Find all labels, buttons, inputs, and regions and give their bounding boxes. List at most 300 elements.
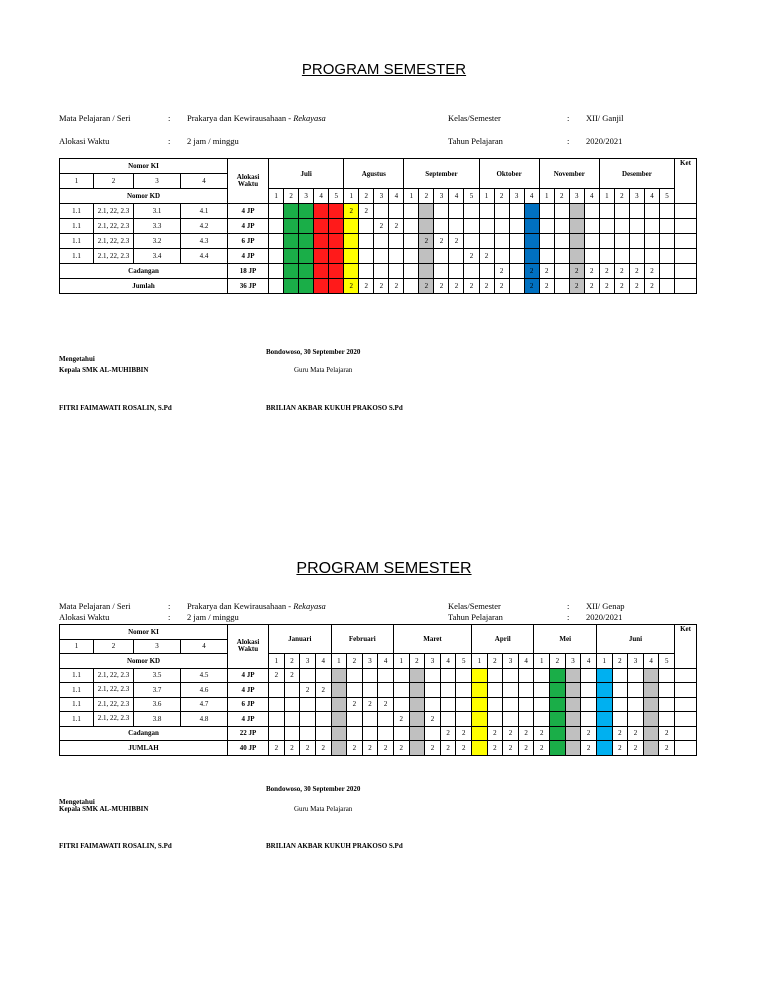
- ket-cell: [675, 726, 697, 741]
- ki3-cell: 3.6: [134, 697, 181, 712]
- teacher-title: Guru Mata Pelajaran: [294, 805, 353, 813]
- week-cell: 2: [393, 741, 409, 756]
- month-header: Maret: [393, 625, 471, 654]
- week-cell: [425, 726, 441, 741]
- week-cell: [284, 204, 299, 219]
- ki-col-header: 1: [60, 639, 94, 654]
- week-number: 4: [440, 654, 456, 669]
- jumlah-label: JUMLAH: [60, 741, 228, 756]
- ki-header: Nomor KI: [60, 159, 228, 174]
- week-cell: [347, 726, 363, 741]
- week-number: 4: [314, 189, 329, 204]
- week-cell: [378, 726, 394, 741]
- week-cell: [359, 234, 374, 249]
- week-cell: [596, 668, 612, 683]
- week-number: 5: [456, 654, 472, 669]
- ki4-cell: 4.2: [181, 219, 228, 234]
- week-cell: [284, 712, 300, 727]
- week-number: 2: [347, 654, 363, 669]
- week-cell: [524, 249, 539, 264]
- week-number: 2: [284, 189, 299, 204]
- week-cell: 2: [479, 279, 494, 294]
- week-cell: [284, 683, 300, 698]
- week-cell: 2: [494, 279, 509, 294]
- week-cell: [331, 697, 347, 712]
- week-cell: 2: [449, 234, 464, 249]
- jumlah-alokasi: 36 JP: [228, 279, 269, 294]
- ki1-cell: 1.1: [60, 234, 94, 249]
- week-cell: 2: [584, 279, 599, 294]
- week-cell: [389, 204, 404, 219]
- week-cell: [449, 204, 464, 219]
- week-cell: 2: [569, 264, 584, 279]
- week-cell: [584, 249, 599, 264]
- week-cell: 2: [378, 697, 394, 712]
- head-name: FITRI FAIMAWATI ROSALIN, S.Pd: [59, 842, 172, 850]
- week-number: 2: [612, 654, 628, 669]
- week-cell: [659, 279, 674, 294]
- week-cell: [269, 249, 284, 264]
- week-cell: [374, 249, 389, 264]
- week-cell: [644, 204, 659, 219]
- week-cell: [329, 264, 344, 279]
- week-cell: [644, 219, 659, 234]
- week-number: 3: [629, 189, 644, 204]
- week-cell: [494, 219, 509, 234]
- week-cell: [269, 234, 284, 249]
- week-cell: [479, 234, 494, 249]
- week-cell: [419, 219, 434, 234]
- week-cell: [518, 668, 534, 683]
- week-number: 3: [503, 654, 519, 669]
- week-cell: 2: [440, 741, 456, 756]
- week-cell: 2: [374, 219, 389, 234]
- week-cell: 2: [434, 234, 449, 249]
- week-cell: [581, 683, 597, 698]
- week-cell: [494, 234, 509, 249]
- ket-cell: [675, 279, 697, 294]
- week-cell: [409, 712, 425, 727]
- week-cell: 2: [464, 279, 479, 294]
- week-cell: [344, 264, 359, 279]
- week-cell: 2: [419, 279, 434, 294]
- ki-col-header: 2: [94, 639, 134, 654]
- week-cell: [409, 668, 425, 683]
- week-number: 4: [644, 189, 659, 204]
- week-cell: 2: [584, 264, 599, 279]
- week-cell: [539, 219, 554, 234]
- week-cell: [299, 264, 314, 279]
- week-cell: 2: [456, 741, 472, 756]
- week-cell: [550, 741, 566, 756]
- week-cell: 2: [425, 741, 441, 756]
- week-cell: [599, 249, 614, 264]
- week-cell: [629, 249, 644, 264]
- week-cell: 2: [539, 279, 554, 294]
- ket-cell: [675, 741, 697, 756]
- week-cell: 2: [344, 279, 359, 294]
- week-cell: [569, 234, 584, 249]
- ki4-cell: 4.3: [181, 234, 228, 249]
- week-number: 1: [331, 654, 347, 669]
- week-cell: [509, 204, 524, 219]
- week-cell: 2: [389, 279, 404, 294]
- ki3-cell: 3.4: [134, 249, 181, 264]
- week-cell: [393, 726, 409, 741]
- week-cell: [643, 741, 659, 756]
- week-cell: [629, 234, 644, 249]
- week-cell: [404, 219, 419, 234]
- week-cell: [404, 249, 419, 264]
- ki-header: Nomor KI: [60, 625, 228, 640]
- week-cell: [472, 741, 488, 756]
- week-cell: [374, 234, 389, 249]
- known-label: Mengetahui: [59, 798, 95, 806]
- week-cell: 2: [300, 741, 316, 756]
- week-number: 2: [554, 189, 569, 204]
- week-cell: [487, 712, 503, 727]
- week-number: 2: [409, 654, 425, 669]
- ki3-cell: 3.7: [134, 683, 181, 698]
- week-cell: 2: [359, 204, 374, 219]
- week-cell: 2: [494, 264, 509, 279]
- ket-cell: [675, 668, 697, 683]
- ki3-cell: 3.8: [134, 712, 181, 727]
- week-cell: [315, 712, 331, 727]
- class-label: Kelas/Semester: [448, 601, 501, 611]
- week-cell: [269, 264, 284, 279]
- week-cell: [464, 219, 479, 234]
- week-cell: 2: [518, 726, 534, 741]
- week-cell: [643, 726, 659, 741]
- week-cell: [359, 249, 374, 264]
- week-number: 3: [299, 189, 314, 204]
- week-cell: [584, 204, 599, 219]
- time-value: 2 jam / minggu: [187, 612, 239, 622]
- ki1-cell: 1.1: [60, 219, 94, 234]
- week-cell: [550, 726, 566, 741]
- schedule-table: [59, 624, 697, 756]
- week-number: 1: [404, 189, 419, 204]
- week-number: 4: [315, 654, 331, 669]
- week-cell: [659, 697, 675, 712]
- week-cell: [269, 219, 284, 234]
- cadangan-label: Cadangan: [60, 264, 228, 279]
- week-cell: [524, 204, 539, 219]
- week-cell: [299, 204, 314, 219]
- week-cell: [393, 668, 409, 683]
- week-cell: 2: [581, 741, 597, 756]
- week-cell: [596, 741, 612, 756]
- week-cell: [479, 204, 494, 219]
- alokasi-cell: 4 JP: [228, 249, 269, 264]
- week-cell: [479, 219, 494, 234]
- week-cell: 2: [425, 712, 441, 727]
- week-cell: [315, 697, 331, 712]
- week-cell: [404, 264, 419, 279]
- alokasi-cell: 4 JP: [228, 204, 269, 219]
- week-cell: [534, 683, 550, 698]
- week-cell: [300, 668, 316, 683]
- colon: :: [168, 136, 171, 146]
- month-header: Februari: [331, 625, 393, 654]
- ki-col-header: 4: [181, 174, 228, 189]
- week-cell: [440, 697, 456, 712]
- week-number: 4: [581, 654, 597, 669]
- week-cell: 2: [269, 668, 285, 683]
- week-cell: 2: [362, 697, 378, 712]
- class-value: XII/ Genap: [586, 601, 625, 611]
- ki2-cell: 2.1, 22, 2.3: [94, 712, 134, 727]
- week-cell: [299, 219, 314, 234]
- week-cell: [393, 697, 409, 712]
- week-cell: [269, 697, 285, 712]
- ki1-cell: 1.1: [60, 683, 94, 698]
- week-number: 1: [269, 654, 285, 669]
- subject-value: Prakarya dan Kewirausahaan - Rekayasa: [187, 113, 326, 123]
- week-cell: [378, 683, 394, 698]
- ki3-cell: 3.3: [134, 219, 181, 234]
- week-cell: 2: [362, 741, 378, 756]
- time-value: 2 jam / minggu: [187, 136, 239, 146]
- week-cell: 2: [569, 279, 584, 294]
- week-cell: [456, 668, 472, 683]
- week-cell: [479, 264, 494, 279]
- week-cell: [300, 712, 316, 727]
- week-cell: [378, 712, 394, 727]
- month-header: April: [472, 625, 534, 654]
- week-cell: [315, 726, 331, 741]
- week-cell: [440, 668, 456, 683]
- week-cell: 2: [487, 741, 503, 756]
- week-cell: [434, 204, 449, 219]
- week-number: 2: [284, 654, 300, 669]
- week-cell: [550, 683, 566, 698]
- week-number: 3: [374, 189, 389, 204]
- ki2-cell: 2.1, 22, 2.3: [94, 219, 134, 234]
- alokasi-header: Alokasi Waktu: [228, 159, 269, 204]
- week-cell: [314, 264, 329, 279]
- week-cell: [393, 683, 409, 698]
- week-cell: 2: [534, 726, 550, 741]
- week-cell: [456, 712, 472, 727]
- alokasi-header: Alokasi Waktu: [228, 625, 269, 669]
- week-cell: [329, 219, 344, 234]
- week-cell: [554, 234, 569, 249]
- page-title: PROGRAM SEMESTER: [296, 560, 472, 577]
- week-number: 4: [643, 654, 659, 669]
- week-cell: 2: [628, 726, 644, 741]
- week-cell: [409, 741, 425, 756]
- week-cell: [269, 279, 284, 294]
- week-cell: [659, 683, 675, 698]
- week-number: 1: [344, 189, 359, 204]
- week-cell: [596, 712, 612, 727]
- week-cell: [299, 279, 314, 294]
- week-cell: [449, 264, 464, 279]
- subject-label: Mata Pelajaran / Seri: [59, 601, 131, 611]
- head-title: Kepala SMK AL-MUHIBBIN: [59, 805, 149, 813]
- week-cell: [599, 204, 614, 219]
- week-cell: [456, 683, 472, 698]
- week-cell: [472, 668, 488, 683]
- week-cell: 2: [612, 741, 628, 756]
- week-cell: [425, 697, 441, 712]
- week-cell: 2: [374, 279, 389, 294]
- week-cell: [643, 697, 659, 712]
- week-cell: [614, 219, 629, 234]
- subject-value: Prakarya dan Kewirausahaan - Rekayasa: [187, 601, 326, 611]
- week-cell: [434, 249, 449, 264]
- week-cell: [284, 249, 299, 264]
- week-cell: [487, 683, 503, 698]
- week-cell: 2: [284, 741, 300, 756]
- week-cell: [284, 234, 299, 249]
- week-number: 3: [425, 654, 441, 669]
- week-cell: [314, 204, 329, 219]
- week-cell: [331, 712, 347, 727]
- week-number: 2: [550, 654, 566, 669]
- time-label: Alokasi Waktu: [59, 136, 110, 146]
- ki1-cell: 1.1: [60, 249, 94, 264]
- week-cell: [494, 204, 509, 219]
- week-cell: [503, 697, 519, 712]
- page-title: PROGRAM SEMESTER: [301, 61, 467, 78]
- week-cell: [581, 697, 597, 712]
- week-cell: [628, 668, 644, 683]
- week-cell: 2: [347, 697, 363, 712]
- head-title: Kepala SMK AL-MUHIBBIN: [59, 366, 149, 374]
- week-cell: [494, 249, 509, 264]
- jumlah-alokasi: 40 JP: [228, 741, 269, 756]
- ket-cell: [675, 683, 697, 698]
- week-cell: [314, 234, 329, 249]
- week-cell: [659, 249, 674, 264]
- week-cell: 2: [389, 219, 404, 234]
- week-cell: [509, 279, 524, 294]
- week-number: 5: [659, 654, 675, 669]
- week-cell: [584, 219, 599, 234]
- week-cell: 2: [449, 279, 464, 294]
- week-cell: [464, 264, 479, 279]
- week-cell: [554, 204, 569, 219]
- week-cell: 2: [534, 741, 550, 756]
- week-cell: [503, 683, 519, 698]
- week-number: 3: [434, 189, 449, 204]
- ki1-cell: 1.1: [60, 712, 94, 727]
- kd-header: Nomor KD: [60, 189, 228, 204]
- week-number: 3: [509, 189, 524, 204]
- week-number: 3: [565, 654, 581, 669]
- week-cell: [389, 234, 404, 249]
- week-number: 1: [596, 654, 612, 669]
- year-value: 2020/2021: [586, 612, 623, 622]
- week-cell: [596, 726, 612, 741]
- week-cell: [378, 668, 394, 683]
- ki3-cell: 3.2: [134, 234, 181, 249]
- week-cell: 2: [518, 741, 534, 756]
- week-cell: [409, 683, 425, 698]
- week-number: 1: [269, 189, 284, 204]
- week-cell: 2: [644, 264, 659, 279]
- week-cell: 2: [487, 726, 503, 741]
- ki4-cell: 4.5: [181, 668, 228, 683]
- week-cell: 2: [315, 741, 331, 756]
- colon: :: [567, 136, 570, 146]
- head-name: FITRI FAIMAWATI ROSALIN, S.Pd: [59, 404, 172, 412]
- week-cell: [487, 668, 503, 683]
- week-cell: [269, 726, 285, 741]
- week-cell: 2: [315, 683, 331, 698]
- alokasi-cell: 6 JP: [228, 234, 269, 249]
- week-cell: 2: [344, 204, 359, 219]
- week-cell: [643, 668, 659, 683]
- class-label: Kelas/Semester: [448, 113, 501, 123]
- week-cell: [643, 683, 659, 698]
- ket-cell: [675, 204, 697, 219]
- week-number: 5: [329, 189, 344, 204]
- week-cell: 2: [479, 249, 494, 264]
- jumlah-label: Jumlah: [60, 279, 228, 294]
- month-header: November: [539, 159, 599, 189]
- week-cell: [434, 264, 449, 279]
- alokasi-cell: 4 JP: [228, 683, 269, 698]
- week-cell: [314, 249, 329, 264]
- week-cell: [269, 683, 285, 698]
- ki-col-header: 4: [181, 639, 228, 654]
- week-cell: [565, 741, 581, 756]
- colon: :: [168, 612, 171, 622]
- week-cell: [404, 204, 419, 219]
- week-cell: [524, 234, 539, 249]
- month-header: Mei: [534, 625, 596, 654]
- week-cell: [554, 279, 569, 294]
- week-cell: [659, 712, 675, 727]
- place-date: Bondowoso, 30 September 2020: [266, 348, 361, 356]
- week-cell: [612, 712, 628, 727]
- week-cell: [359, 264, 374, 279]
- week-cell: [596, 683, 612, 698]
- week-number: 4: [449, 189, 464, 204]
- week-cell: [612, 683, 628, 698]
- week-cell: [472, 683, 488, 698]
- week-cell: [449, 219, 464, 234]
- alokasi-cell: 6 JP: [228, 697, 269, 712]
- week-cell: [331, 668, 347, 683]
- ki1-cell: 1.1: [60, 697, 94, 712]
- week-cell: 2: [419, 234, 434, 249]
- week-cell: [509, 219, 524, 234]
- week-cell: 2: [347, 741, 363, 756]
- week-number: 3: [362, 654, 378, 669]
- ket-cell: [675, 712, 697, 727]
- week-cell: [300, 726, 316, 741]
- month-header: Desember: [599, 159, 674, 189]
- week-number: 5: [464, 189, 479, 204]
- week-cell: [550, 668, 566, 683]
- week-cell: [644, 249, 659, 264]
- week-cell: [659, 234, 674, 249]
- week-number: 1: [534, 654, 550, 669]
- ki1-cell: 1.1: [60, 668, 94, 683]
- week-cell: [599, 219, 614, 234]
- week-cell: [389, 264, 404, 279]
- week-cell: [534, 697, 550, 712]
- week-cell: [362, 726, 378, 741]
- ki-col-header: 1: [60, 174, 94, 189]
- week-cell: [440, 683, 456, 698]
- week-number: 4: [524, 189, 539, 204]
